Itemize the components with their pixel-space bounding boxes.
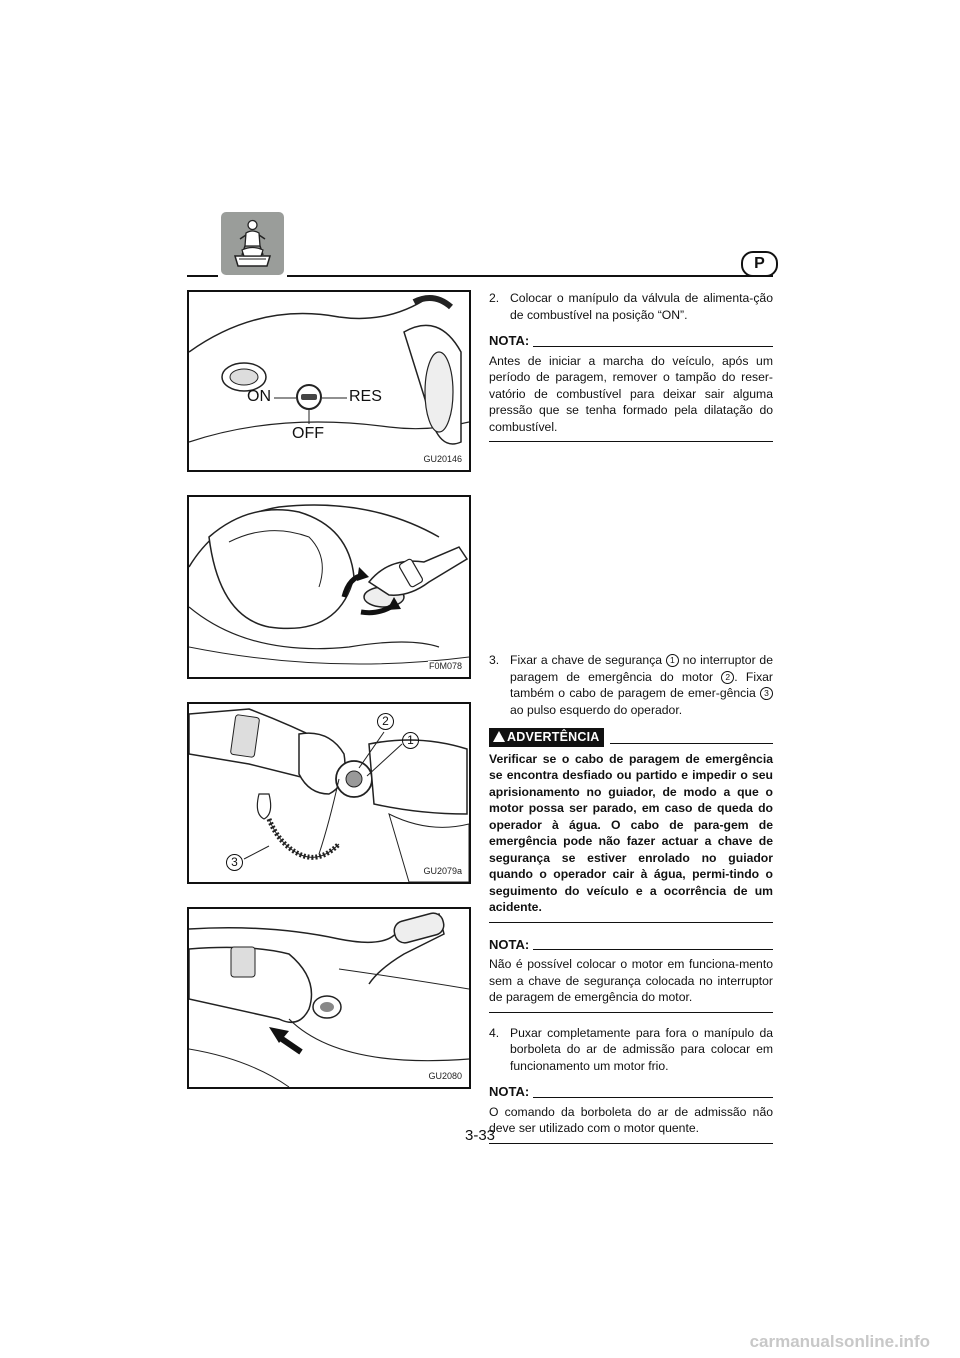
callout-1: 1 bbox=[402, 732, 419, 749]
step-number: 4. bbox=[489, 1025, 500, 1040]
figure-code: F0M078 bbox=[428, 661, 462, 671]
figure-code: GU20146 bbox=[423, 454, 462, 464]
warning-badge bbox=[489, 728, 604, 747]
step-3 bbox=[489, 652, 773, 718]
warning-end-rule bbox=[489, 922, 773, 923]
footer-watermark[interactable]: carmanualsonline.info bbox=[749, 1332, 930, 1351]
language-badge: P bbox=[741, 251, 778, 277]
warning-heading bbox=[489, 728, 773, 747]
step-text-c: . Fixar também o cabo de paragem de emer-gência bbox=[510, 669, 773, 700]
note-end-rule bbox=[489, 441, 773, 442]
fuel-on-label: ON bbox=[247, 388, 271, 405]
ref-1: 1 bbox=[666, 654, 679, 667]
text-column-lower bbox=[489, 652, 773, 1144]
step-text: Colocar o manípulo da válvula de alimenta-ção de combustível na posição “ON”. bbox=[510, 291, 773, 322]
note-text: Não é possível colocar o motor em funciona-mento sem a chave de segurança colocada no interruptor de paragem de emergência do motor. bbox=[489, 957, 773, 1004]
step-4 bbox=[489, 1025, 773, 1075]
figure-code: GU2079a bbox=[423, 866, 462, 876]
figure-fuel-cock bbox=[187, 290, 471, 472]
warning-label: ADVERTÊNCIA bbox=[507, 730, 600, 744]
warning-text: Verificar se o cabo de paragem de emergência se encontra desfiado ou partido e impedir o seu aprisionamento no guiador, de modo a que o motor possa ser parado, em caso de queda do operador à água. O cabo de para-gem de emergência pode não fazer actuar a chave de segurança se estiver enrolado no guiador quando o operador cair à água, permi-tindo o seguimento do veículo e a ocorrência de um acidente. bbox=[489, 751, 773, 914]
step-text-a: Fixar a chave de segurança bbox=[510, 653, 666, 667]
figure-choke-knob bbox=[187, 907, 471, 1089]
callout-2: 2 bbox=[377, 713, 394, 730]
warning-icon bbox=[493, 731, 505, 742]
figure-fuel-cap bbox=[187, 495, 471, 679]
fuel-cock-illustration bbox=[189, 292, 469, 470]
note-label: NOTA: bbox=[489, 1084, 530, 1099]
step-text: Puxar completamente para fora o manípulo da borboleta do ar de admissão para colocar em funcionamento um motor frio. bbox=[510, 1025, 773, 1073]
note-heading bbox=[489, 1084, 773, 1101]
fuel-res-label: RES bbox=[349, 388, 382, 405]
header-rule-right bbox=[287, 275, 773, 277]
note-end-rule bbox=[489, 1012, 773, 1013]
ref-3: 3 bbox=[760, 687, 773, 700]
header-rule-left bbox=[187, 275, 218, 277]
note-label: NOTA: bbox=[489, 936, 530, 952]
fuel-cap-illustration bbox=[189, 497, 469, 677]
choke-knob-illustration bbox=[189, 909, 469, 1087]
figure-code: GU2080 bbox=[428, 1071, 462, 1081]
step-number: 3. bbox=[489, 653, 500, 667]
note-text: Antes de iniciar a marcha do veículo, após um período de paragem, remover o tampão do reser-vatório de combustível para deixar sair alguma pressão que se tenha formado pela dilatação do combustível. bbox=[489, 353, 773, 434]
note-heading bbox=[489, 333, 773, 350]
note-label: NOTA: bbox=[489, 333, 530, 348]
figure-engine-shut-off-lanyard bbox=[187, 702, 471, 884]
text-column bbox=[489, 290, 773, 442]
fuel-off-label: OFF bbox=[292, 425, 324, 442]
step-text-b: no interruptor de paragem de emergência do motor bbox=[510, 653, 773, 684]
callout-3: 3 bbox=[226, 854, 243, 871]
note-heading bbox=[489, 937, 773, 954]
step-number: 2. bbox=[489, 291, 500, 305]
step-text-d: ao pulso esquerdo do operador. bbox=[510, 702, 683, 717]
ref-2: 2 bbox=[721, 671, 734, 684]
personal-watercraft-icon bbox=[221, 212, 284, 275]
step-2 bbox=[489, 290, 773, 323]
note-text: O comando da borboleta do ar de admissão não deve ser utilizado com o motor quente. bbox=[489, 1104, 773, 1135]
page-number: 3-33 bbox=[464, 1127, 496, 1144]
